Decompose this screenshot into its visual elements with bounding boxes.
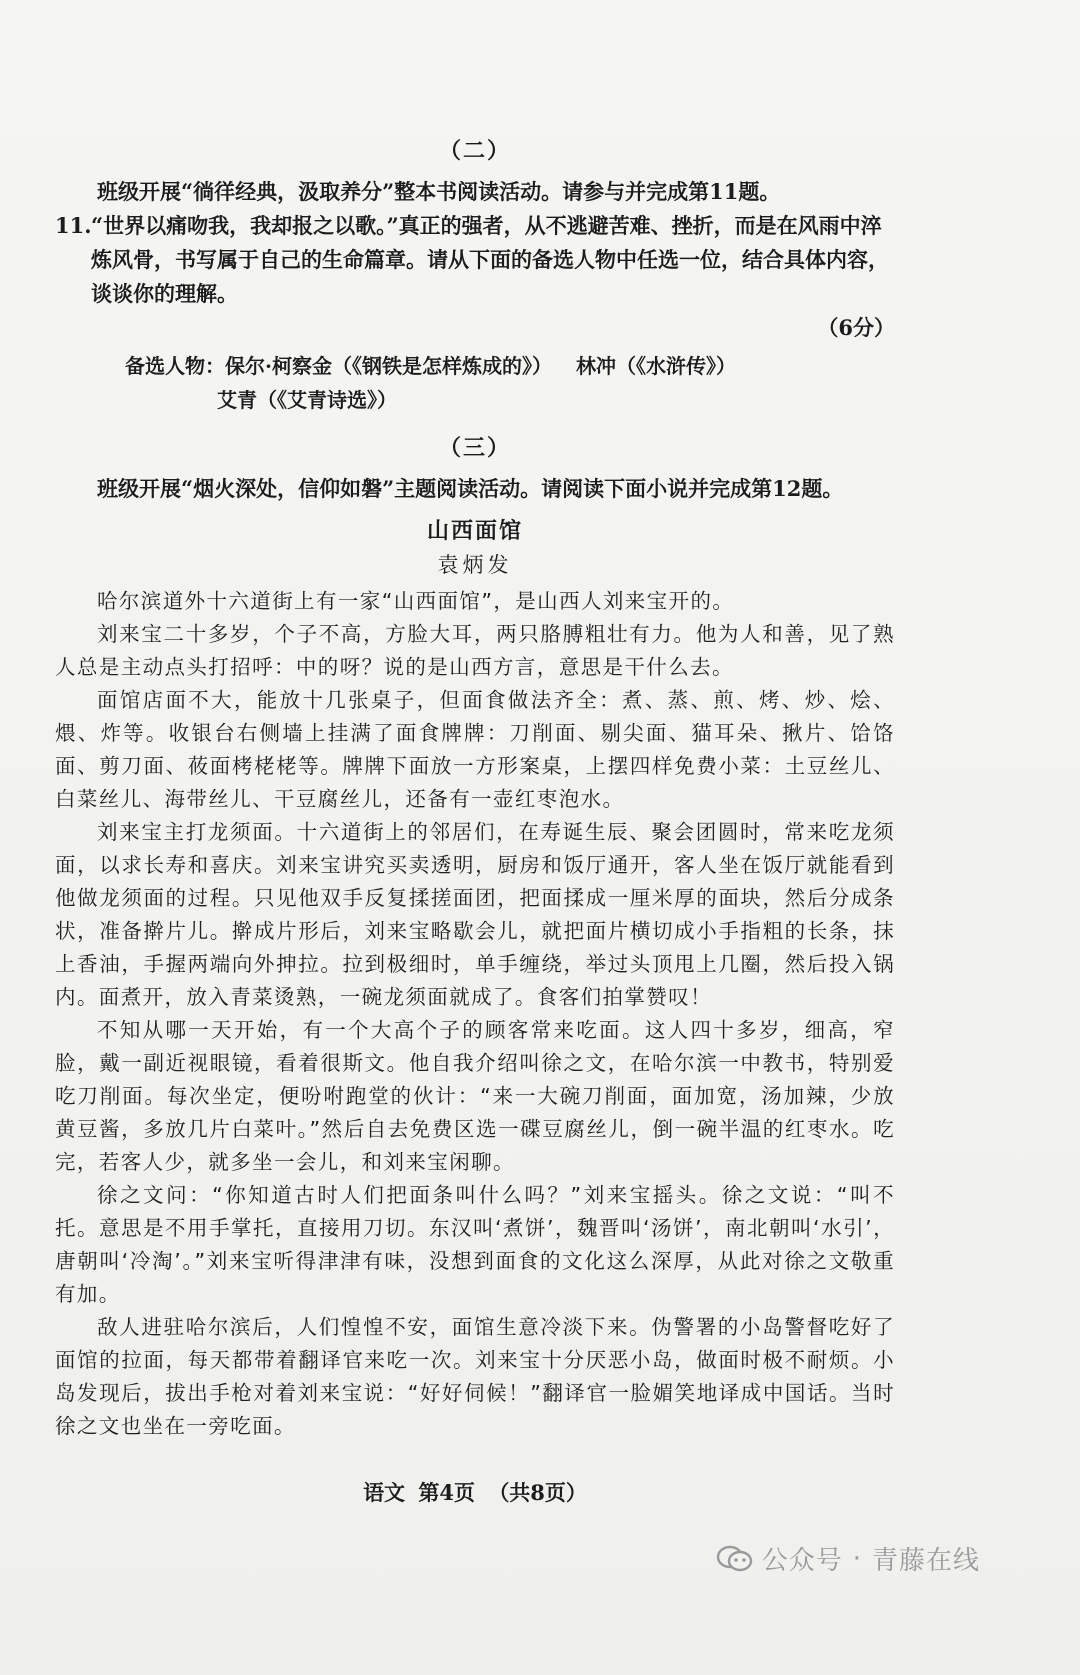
section-2-intro: 班级开展“徜徉经典，汲取养分”整本书阅读活动。请参与并完成第11题。 [97,179,781,204]
candidate-list [55,349,895,417]
question-11-body [55,209,895,345]
story-paragraph: 刘来宝主打龙须面。十六道街上的邻居们，在寿诞生辰、聚会团圆时，常来吃龙须面，以求长寿和喜庆。刘来宝讲究买卖透明，厨房和饭厅通开，客人坐在饭厅就能看到他做龙须面的过程。只见他双手反复揉搓面团，把面揉成一厘米厚的面块，然后分成条状，准备擀片儿。擀成片形后，刘来宝略歇会儿，就把面片横切成小手指粗的长条，抹上香油，手握两端向外抻拉。拉到极细时，单手缠绕，举过头顶甩上几圈，然后投入锅内。面煮开，放入青菜烫熟，一碗龙须面就成了。食客们拍掌赞叹！ [55,820,895,1009]
question-11 [55,209,895,345]
section-heading-2: （二） [438,138,511,164]
footer-subject: 语文 [363,1480,406,1505]
watermark-label: 公众号 [761,1546,843,1576]
story-body [55,585,895,1443]
footer-total: （共8页） [488,1480,587,1505]
watermark-dot: · [852,1543,862,1574]
candidate-aiqing: 艾青（《艾青诗选》） [217,388,397,412]
story-paragraph: 哈尔滨道外十六道街上有一家“山西面馆”，是山西人刘来宝开的。 [97,589,735,613]
story-paragraph: 敌人进驻哈尔滨后，人们惶惶不安，面馆生意冷淡下来。伪警署的小岛警督吃好了面馆的拉面，每天都带着翻译官来吃一次。刘来宝十分厌恶小岛，做面时极不耐烦。小岛发现后，拔出手枪对着刘来宝说：“好好伺候！”翻译官一脸媚笑地译成中国话。当时徐之文也坐在一旁吃面。 [55,1315,895,1438]
question-11-text: “世界以痛吻我，我却报之以歌。”真正的强者，从不逃避苦难、挫折，而是在风雨中淬炼风骨，书写属于自己的生命篇章。请从下面的备选人物中任选一位，结合具体内容，谈谈你的理解。 [91,213,889,306]
story-title: 山西面馆 [426,518,523,544]
story-paragraph: 徐之文问：“你知道古时人们把面条叫什么吗？”刘来宝摇头。徐之文说：“叫不托。意思是不用手掌托，直接用刀切。东汉叫‘煮饼’，魏晋叫‘汤饼’，南北朝叫‘水引’，唐朝叫‘冷淘’。”刘来宝听得津津有味，没想到面食的文化这么深厚，从此对徐之文敬重有加。 [55,1183,895,1306]
watermark-name: 青藤在线 [871,1546,980,1576]
candidate-paul: 备选人物：保尔·柯察金（《钢铁是怎样炼成的》） [125,354,552,378]
score-line [91,311,895,345]
footer-page: 第4页 [418,1480,475,1505]
candidate-row-1 [125,349,895,383]
story-author: 袁炳发 [437,553,513,577]
section-3-intro: 班级开展“烟火深处，信仰如磐”主题阅读活动。请阅读下面小说并完成第12题。 [97,476,844,501]
story-paragraph: 不知从哪一天开始，有一个大高个子的顾客常来吃面。这人四十多岁，细高，窄脸，戴一副近视眼镜，看着很斯文。他自我介绍叫徐之文，在哈尔滨一中教书，特别爱吃刀削面。每次坐定，便吩咐跑堂的伙计：“来一大碗刀削面，面加宽，汤加辣，少放黄豆酱，多放几片白菜叶。”然后自去免费区选一碟豆腐丝儿，倒一碗半温的红枣水。吃完，若客人少，就多坐一会儿，和刘来宝闲聊。 [55,1018,895,1174]
wechat-official-account-icon [716,1544,754,1574]
page-footer [55,1477,895,1507]
candidate-row-2 [125,383,895,417]
candidate-linchong: 林冲（《水浒传》） [575,354,736,378]
watermark [716,1540,980,1577]
story-paragraph: 面馆店面不大，能放十几张桌子，但面食做法齐全：煮、蒸、煎、烤、炒、烩、煨、炸等。收银台右侧墙上挂满了面食牌牌：刀削面、剔尖面、猫耳朵、揪片、饸饹面、剪刀面、莜面栲栳栳等。牌牌下面放一方形案桌，上摆四样免费小菜：土豆丝儿、白菜丝儿、海带丝儿、干豆腐丝儿，还备有一壶红枣泡水。 [55,688,895,811]
question-number: 11. [55,213,92,238]
exam-sheet [55,120,895,1507]
question-score: （6分） [817,315,895,340]
story-paragraph: 刘来宝二十多岁，个子不高，方脸大耳，两只胳膊粗壮有力。他为人和善，见了熟人总是主动点头打招呼：中的呀？说的是山西方言，意思是干什么去。 [55,622,895,679]
section-heading-3: （三） [438,435,511,461]
